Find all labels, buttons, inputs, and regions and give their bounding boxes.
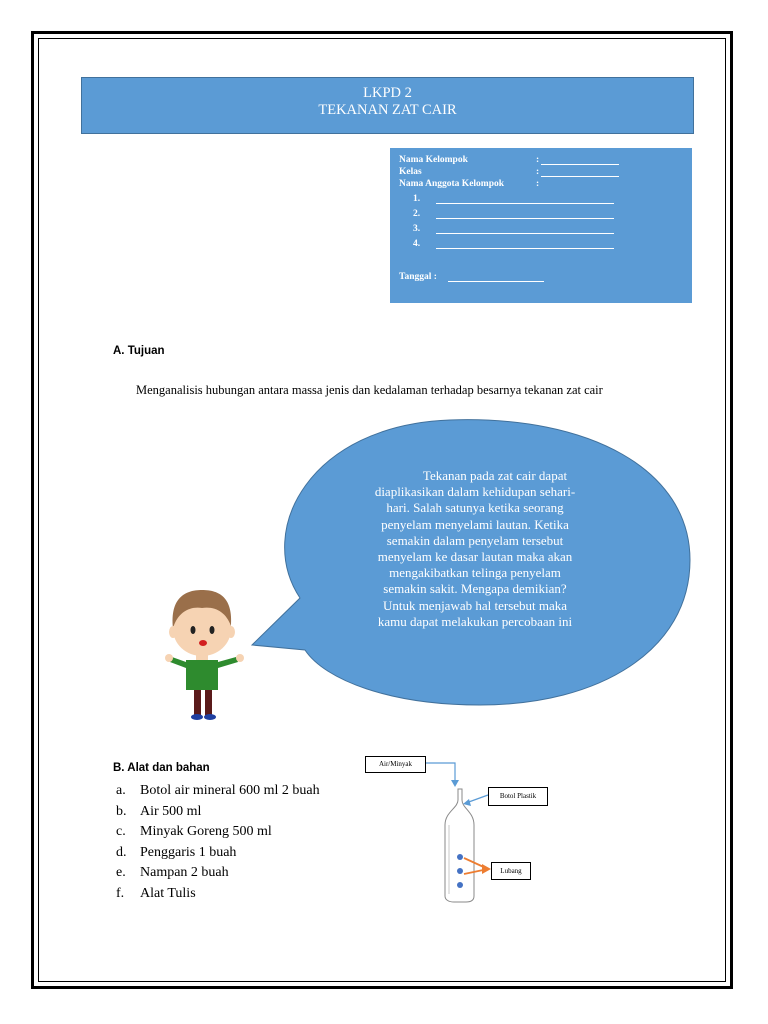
class-label: Kelas <box>399 167 422 177</box>
date-label: Tanggal : <box>399 272 437 282</box>
list-letter: f. <box>116 885 125 901</box>
bubble-line: menyelam ke dasar lautan maka akan <box>377 549 573 565</box>
group-name-label: Nama Kelompok <box>399 155 468 165</box>
bubble-line: kamu dapat melakukan percobaan ini <box>377 613 573 629</box>
list-letter: c. <box>116 824 126 840</box>
bubble-line: hari. Salah satunya ketika seorang <box>386 500 564 516</box>
member-number: 4. <box>413 239 421 249</box>
materials-list <box>116 781 320 905</box>
boy-illustration <box>165 590 244 720</box>
label-liquid: Air/Minyak <box>365 756 426 773</box>
bubble-line: semakin sakit. Mengapa demikian? <box>383 581 567 597</box>
objective-text: Menganalisis hubungan antara massa jenis dan kedalaman terhadap besarnya tekanan zat cair <box>136 383 603 397</box>
list-text: Nampan 2 buah <box>140 865 229 881</box>
list-item <box>116 822 320 843</box>
speech-bubble-text <box>340 468 610 630</box>
list-text: Air 500 ml <box>140 803 202 819</box>
member-number: 3. <box>413 224 421 234</box>
list-letter: d. <box>116 844 127 860</box>
list-item <box>116 781 320 802</box>
list-text: Penggaris 1 buah <box>140 844 237 860</box>
bubble-line: penyelam menyelami lautan. Ketika <box>381 516 569 532</box>
members-colon: : <box>536 179 540 189</box>
title-line-2: TEKANAN ZAT CAIR <box>318 102 457 118</box>
title-line-1: LKPD 2 <box>363 85 412 101</box>
section-b-heading: B. Alat dan bahan <box>113 762 210 774</box>
list-item <box>116 802 320 823</box>
bubble-line: Tekanan pada zat cair dapat <box>422 468 568 483</box>
member-number: 1. <box>413 194 421 204</box>
bubble-line: semakin dalam penyelam tersebut <box>386 532 564 548</box>
class-colon: : <box>536 167 540 177</box>
member-number: 2. <box>413 209 421 219</box>
list-item <box>116 863 320 884</box>
group-name-colon: : <box>536 155 540 165</box>
list-letter: b. <box>116 803 127 819</box>
bubble-line: mengakibatkan telinga penyelam <box>389 565 561 581</box>
list-text: Alat Tulis <box>140 885 196 901</box>
bubble-line: Untuk menjawab hal tersebut maka <box>382 597 568 613</box>
members-label: Nama Anggota Kelompok <box>399 179 505 189</box>
list-letter: e. <box>116 865 126 881</box>
list-item <box>116 884 320 905</box>
list-letter: a. <box>116 783 126 798</box>
section-a-heading: A. Tujuan <box>113 345 165 357</box>
bubble-line: diaplikasikan dalam kehidupan sehari- <box>374 484 576 500</box>
bottle-diagram <box>426 763 491 902</box>
list-item <box>116 843 320 864</box>
list-text: Botol air mineral 600 ml 2 buah <box>140 783 320 798</box>
label-bottle: Botol Plastik <box>488 787 548 806</box>
label-hole: Lubang <box>491 862 531 880</box>
list-text: Minyak Goreng 500 ml <box>140 824 272 840</box>
